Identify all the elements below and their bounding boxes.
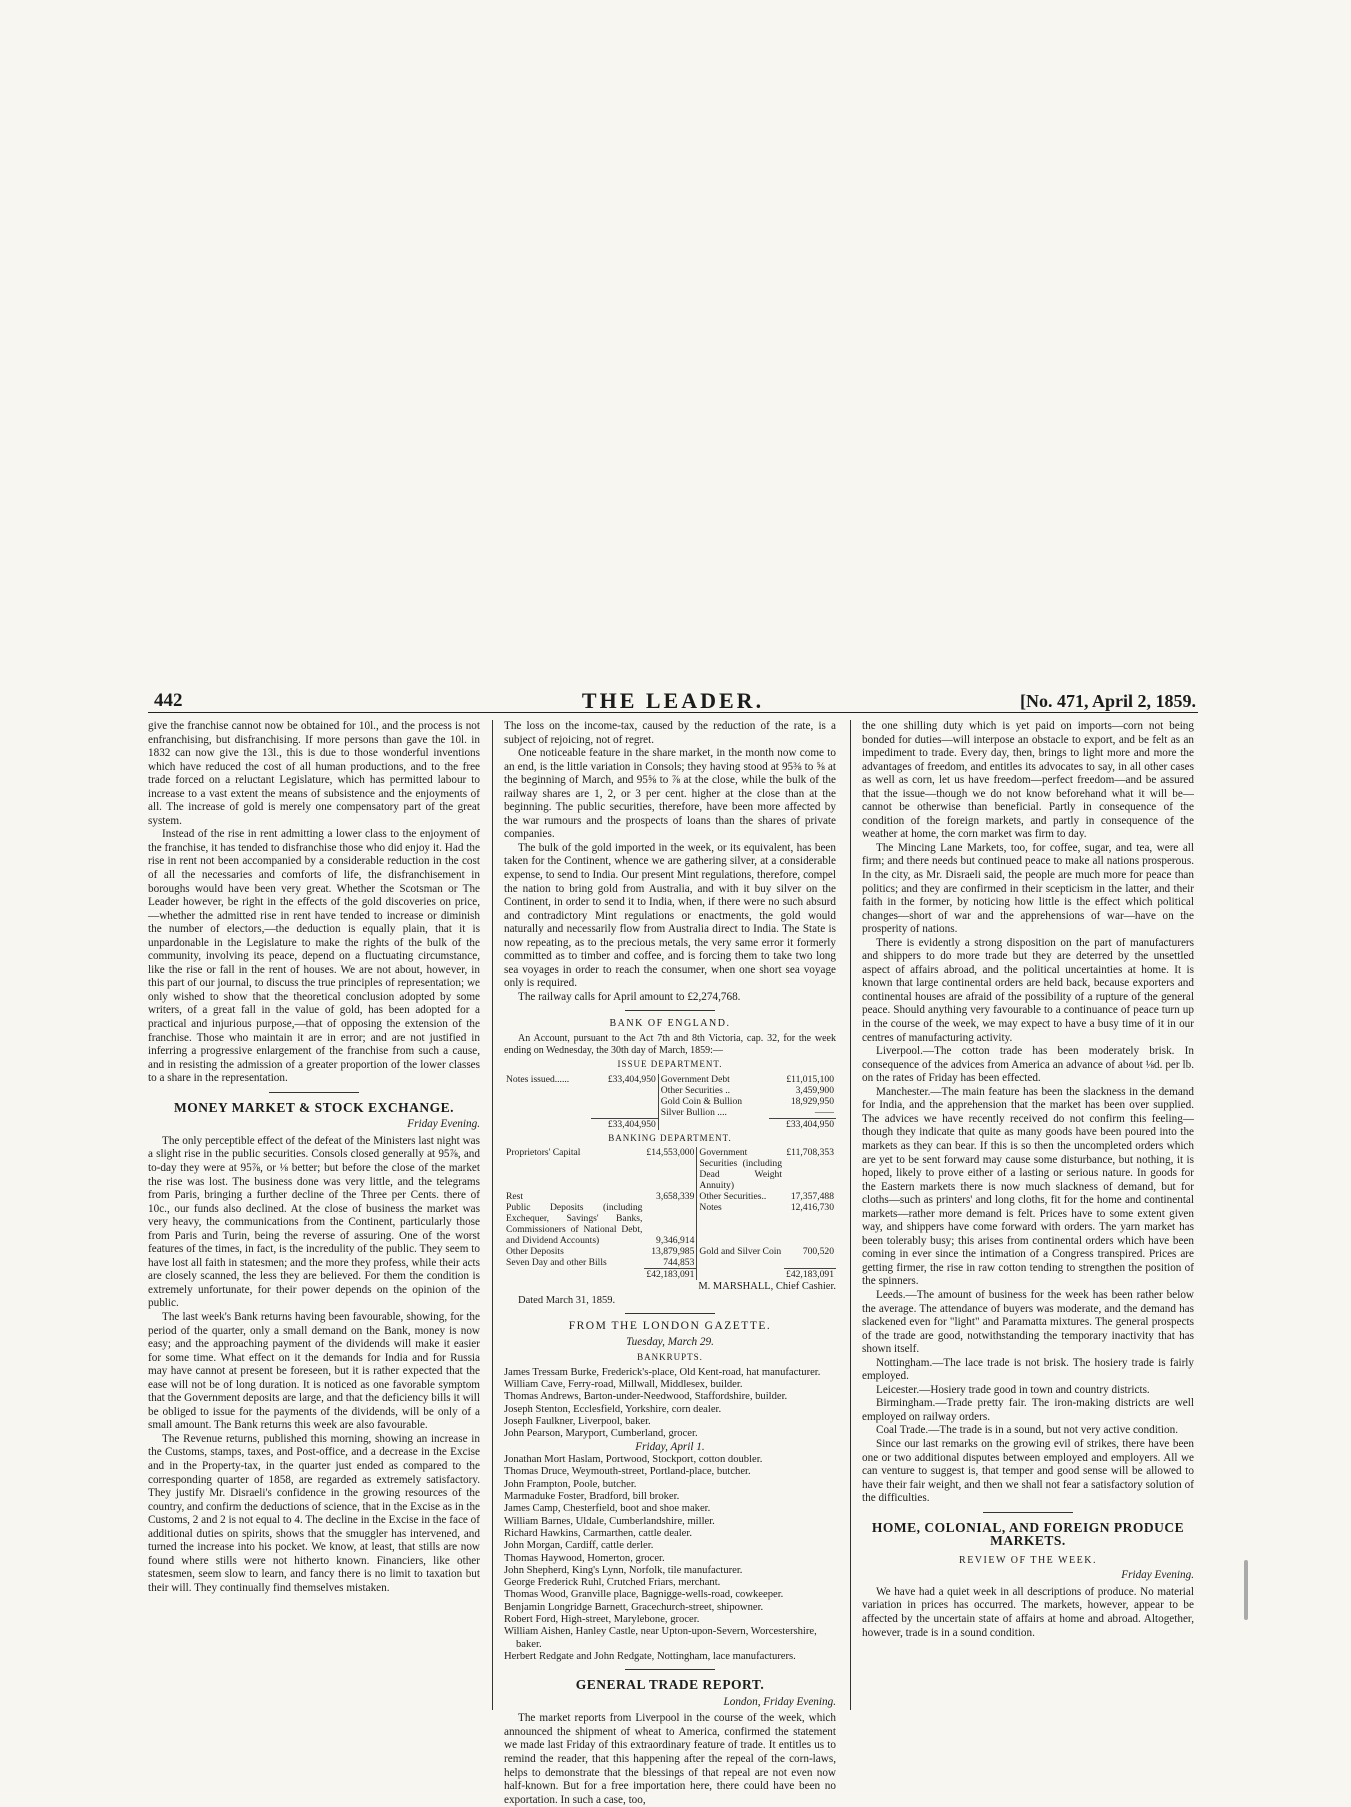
paragraph: The bulk of the gold imported in the week, or its equivalent, has been taken for the Continent, whence we are gathering silver, at a considerable expense, to send to India. Our present Mint regulations, therefore, compel the nation to bring gold from Australia, and with it buy silver on the Continent, in order to send it to India, when, if there were no such absurd and contradictory Mint regulations or enactments, the gold would naturally and necessarily flow from Australia direct to India. The State is now repeating, as to the precious metals, the very same error it formerly committed as to timber and coffee, and is forcing them to take two long sea voyages in order to reach the consumer, when one short sea voyage only is required. (504, 841, 836, 990)
rest-label: Rest (506, 1191, 524, 1203)
gov-debt-label: Government Debt (660, 1073, 730, 1085)
bankrupt-entry: Benjamin Longridge Barnett, Gracechurch-street, shipowner. (504, 1601, 764, 1613)
bankrupts-list-friday (504, 1454, 836, 1663)
page-number: 442 (154, 690, 183, 711)
review-heading: REVIEW OF THE WEEK. (959, 1554, 1097, 1566)
bankrupts-list-tuesday (504, 1367, 836, 1441)
birmingham-report: Birmingham.—Trade pretty fair. The iron-making districts are well employed on railway orders. (862, 1397, 1194, 1423)
bankrupt-entry: Joseph Faulkner, Liverpool, baker. (504, 1416, 651, 1428)
paragraph: Since our last remarks on the growing evil of strikes, there have been one or two additional disputes between employed and employers. All we can venture to suggest is, that temper and good sense will be allowed to have their fair weight, and then we shall not fear a satisfactory solution of the difficulties. (862, 1437, 1194, 1505)
money-market-heading: MONEY MARKET & STOCK EXCHANGE. (174, 1099, 454, 1115)
dated-line: Dated March 31, 1859. (518, 1294, 616, 1306)
bankrupt-entry: Thomas Wood, Granville place, Bagnigge-wells-road, cowkeeper. (504, 1589, 784, 1601)
column-2 (504, 720, 836, 1806)
dateline: London, Friday Evening. (723, 1695, 836, 1708)
bankrupt-entry: Thomas Haywood, Homerton, grocer. (504, 1552, 665, 1564)
bankrupt-entry: Jonathan Mort Haslam, Portwood, Stockport, cotton doubler. (504, 1454, 763, 1466)
seven-day-bills-amount: 744,853 (644, 1257, 696, 1269)
paragraph: There is evidently a strong disposition on the part of manufacturers and shippers to do more trade but they are deterred by the unsettled aspect of affairs abroad, and the political uncertainties at home. It is known that large continental orders are held back, because exporters and continental houses are afraid of the possibility of a rupture of the general peace. Should anything very favourable to a continuance of peace turn up in the course of the week, we may expect to have a busy time of it in our centres of manufacturing activity. (862, 936, 1194, 1044)
gazette-date-friday: Friday, April 1. (635, 1440, 705, 1453)
bankrupt-entry: James Camp, Chesterfield, boot and shoe maker. (504, 1503, 711, 1515)
issue-total-right: £33,404,950 (769, 1118, 836, 1130)
bankrupt-entry: Marmaduke Foster, Bradford, bill broker. (504, 1491, 680, 1503)
banking-department-heading: BANKING DEPARTMENT. (608, 1132, 732, 1143)
gazette-heading: FROM THE LONDON GAZETTE. (568, 1320, 772, 1333)
issue-department-heading: ISSUE DEPARTMENT. (617, 1059, 723, 1070)
paragraph: The Mincing Lane Markets, too, for coffee, sugar, and tea, were all firm; and there needs but continued peace to make all nations prosperous. In the city, as Mr. Disraeli said, the people are much more for peace than politics; and they are confirmed in their scepticism in the latter, and their faith in the former, by noticing how little is the effect which political changes—short of war and the apprehensions of war—have on the prosperity of nations. (862, 841, 1194, 936)
bankrupt-entry: William Aishen, Hanley Castle, near Upton-upon-Severn, Worcestershire, baker. (504, 1626, 817, 1650)
bankrupt-entry: James Tressam Burke, Frederick's-place, Old Kent-road, hat manufacturer. (504, 1366, 821, 1378)
other-securities-label: Other Securities.. (699, 1191, 767, 1203)
gold-coin-amount: 18,929,950 (790, 1095, 834, 1107)
paragraph: One noticeable feature in the share market, in the month now come to an end, is the little variation in Consols; they having stood at 95⅜ to ⅝ at the beginning of March, and 95⅝ to ⅞ at the close, while the bulk of the railway shares are 1, 2, or 3 per cent. higher at the close than at the beginning. The public securities, therefore, have been more affected by the war rumours and the prospects of loans than the shares of private companies. (504, 747, 836, 841)
banking-total-left: £42,183,091 (644, 1269, 696, 1281)
section-divider (625, 1313, 715, 1314)
notes-amount: 12,416,730 (790, 1202, 834, 1214)
chief-cashier: M. MARSHALL, Chief Cashier. (698, 1281, 836, 1293)
proprietors-capital-label: Proprietors' Capital (506, 1147, 581, 1159)
bank-heading: BANK OF ENGLAND. (609, 1018, 731, 1030)
column-rule (492, 720, 493, 1710)
produce-markets-heading: HOME, COLONIAL, AND FOREIGN PRODUCE MARKETS. (871, 1519, 1185, 1549)
paragraph: Instead of the rise in rent admitting a lower class to the enjoyment of the franchise, it has tended to disfranchise those who did enjoy it. Had the rise in rent not been accompanied by a considerable reduction in the cost of all the necessaries and comforts of life, the disfranchisement in boroughs would have been very great. Whether the Scotsman or The Leader however, be right in the effects of the gold discoveries on price, —whether the admitted rise in rent have tended to increase or diminish the number of electors,—the deduction is equally plain, that it is unpardonable in the Legislature to make the rights of the bulk of the community, involving its peace, depend on a fluctuating circumstance, like the rise or fall in the rent of houses. We are not about, however, in this part of our journal, to discuss the true principles of representation; we only wished to show that the theoretical conclusion adopted by some writers, of a great fall in the value of gold, has been adopted for a practical and injurious purpose,—that of opposing the extension of the franchise. Those who maintain it are in error; and are not justified in inferring a progressive enlargement of the franchise from such a cause, and in resisting the admission of a greater proportion of the lower classes to a share in the representation. (148, 828, 480, 1085)
section-divider (625, 1010, 715, 1011)
liverpool-report: Liverpool.—The cotton trade has been moderately brisk. In consequence of the advices from America an advance of about ⅛d. per lb. on the rates of Friday has been effected. (862, 1045, 1194, 1085)
bankrupt-entry: George Frederick Ruhl, Crutched Friars, merchant. (504, 1577, 721, 1589)
column-1 (148, 720, 480, 1710)
masthead-title: THE LEADER. (581, 688, 765, 713)
section-divider (983, 1512, 1073, 1513)
banking-department-table (504, 1147, 836, 1280)
public-deposits-label: Public Deposits (including Exchequer, Savings' Banks, Commissioners of National Debt, and Dividend Accounts) (506, 1202, 643, 1247)
trade-report-heading: GENERAL TRADE REPORT. (575, 1677, 765, 1693)
bankrupt-entry: Herbert Redgate and John Redgate, Nottingham, lace manufacturers. (504, 1650, 796, 1662)
leeds-report: Leeds.—The amount of business for the week has been rather below the average. The attendance of buyers was moderate, and the demand has slackened even for "light" and Paramatta mixtures. The general prospects of the trade are good, notwithstanding the temporary inactivity that has shown itself. (862, 1288, 1194, 1356)
notes-label: Notes (699, 1202, 722, 1214)
paragraph: The loss on the income-tax, caused by the reduction of the rate, is a subject of rejoicing, not of regret. (504, 720, 836, 746)
dateline: Friday Evening. (407, 1118, 480, 1131)
rest-amount: 3,658,339 (644, 1191, 696, 1202)
gold-coin-label: Gold Coin & Bullion (660, 1095, 743, 1107)
page-header (148, 690, 1198, 713)
other-securities-label: Other Securities .. (660, 1084, 731, 1096)
bank-intro: An Account, pursuant to the Act 7th and 8th Victoria, cap. 32, for the week ending on Wednesday, the 30th day of March, 1859:— (504, 1033, 836, 1056)
bankrupt-entry: Richard Hawkins, Carmarthen, cattle dealer. (504, 1527, 692, 1539)
bankrupt-entry: John Frampton, Poole, butcher. (504, 1478, 637, 1490)
bankrupt-entry: William Cave, Ferry-road, Millwall, Middlesex, builder. (504, 1379, 743, 1391)
issue-department-table (504, 1074, 836, 1130)
gov-securities-amount: £11,708,353 (786, 1147, 834, 1159)
paragraph: the one shilling duty which is yet paid on imports—corn not being bonded for duties—will interpose an obstacle to export, and be felt as an impediment to trade. Every day, then, brings to light more and more the advantages of freedom, and entitles its advocates to say, in all other cases as well as corn, let us have freedom—perfect freedom—and be assured that the issue—though we do not know beforehand what it will be—cannot be otherwise than beneficial. Partly in consequence of the condition of the foreign markets, and partly in consequence of the weather at home, the corn market was firm to day. (862, 720, 1194, 841)
section-divider (269, 1092, 359, 1093)
public-deposits-amount: 9,346,914 (644, 1202, 696, 1246)
bankrupt-entry: John Pearson, Maryport, Cumberland, grocer. (504, 1428, 698, 1440)
gold-silver-label: Gold and Silver Coin (699, 1246, 782, 1258)
bankrupt-entry: John Shepherd, King's Lynn, Norfolk, tile manufacturer. (504, 1564, 743, 1576)
bankrupt-entry: Thomas Druce, Weymouth-street, Portland-place, butcher. (504, 1466, 751, 1478)
gazette-date-tuesday: Tuesday, March 29. (626, 1335, 714, 1348)
section-divider (625, 1669, 715, 1670)
other-deposits-label: Other Deposits (506, 1246, 564, 1258)
dateline: Friday Evening. (1121, 1569, 1194, 1582)
bankrupt-entry: William Barnes, Uldale, Cumberlandshire, miller. (504, 1515, 715, 1527)
column-rule (850, 720, 851, 1710)
paragraph: We have had a quiet week in all descriptions of produce. No material variation in prices has occurred. The markets, however, appear to be affected by the uncertain state of affairs at home and abroad. Altogether, however, trade is in a sound condition. (862, 1585, 1194, 1639)
gold-silver-amount: 700,520 (802, 1246, 834, 1258)
notes-issued-amount: £33,404,950 (591, 1074, 659, 1085)
silver-bullion-amount: —— (814, 1106, 834, 1118)
paragraph: The only perceptible effect of the defeat of the Ministers last night was a slight rise in the public securities. Consols closed generally at 95⅞, and to-day they were at 95⅞, or ⅛ better; but before the close of the market the rise was lost. The business done was very little, and the telegrams from Paris, bringing a further decline of the Three per Cents. there of 10c., our funds also declined. At the close of business the market was very heavy, the communications from the Continent, particularly those from Paris and Turin, being the reverse of assuring. One of the worst features of the times, in fact, is the incredulity of the public. They seem to have lost all faith in statesmen; and the more they profess, while their acts are closely scanned, the less they are believed. For them the condition is extremely unfortunate, for their power depends on the opinion of the public. (148, 1134, 480, 1310)
manchester-report: Manchester.—The main feature has been the slackness in the demand for India, and the apprehension that the market has been over supplied. The advices we have recently received do not confirm this feeling—though they indicate that quite as many goods have been poured into the markets as they can bear. If this is so then the uncompleted orders which are yet to be sent forward may cause some disturbance, but nothing, it is hoped, likely to prove either of a lasting or serious nature. In goods for the Eastern markets there is now much slackness of demand, but for cloths—such as printers' and long cloths, fit for the home and continental markets—rather more demand is felt. Prices have to some extent given way, and shippers have come forward with orders. The yarn market has been tolerably busy; this arises from continental orders which have been coming in ever since the intimation of a Congress transpired. Prices are getting firmer, the rise in raw cotton tending to strengthen the position of the spinners. (862, 1085, 1194, 1288)
paragraph: The Revenue returns, published this morning, showing an increase in the Customs, stamps, taxes, and Post-office, and a decrease in the Excise and in the Property-tax, in the quarter just ended as compared to the corresponding quarter of 1858, are regarded as extremely satisfactory. They justify Mr. Disraeli's confidence in the growing resources of the country, and confirm the deductions of science, that in the Excise as in the Customs, 2 and 2 is not equal to 4. The decline in the Excise in the face of additional duties on spirits, shows that the smuggler has intervened, and turned the increase into his pocket. We know, at least, that stills are now found where stills were not hitherto known. Financiers, like other statesmen, seem slow to learn, and fancy there is no limit to taxation but their will. They continually find themselves mistaken. (148, 1432, 480, 1594)
other-securities-amount: 17,357,488 (790, 1191, 834, 1203)
bankrupt-entry: Robert Ford, High-street, Marylebone, grocer. (504, 1614, 700, 1626)
notes-issued-label: Notes issued...... (506, 1073, 570, 1085)
column-3 (862, 720, 1194, 1710)
coal-trade-report: Coal Trade.—The trade is in a sound, but not very active condition. (876, 1424, 1179, 1437)
bankrupt-entry: Joseph Stenton, Ecclesfield, Yorkshire, corn dealer. (504, 1403, 722, 1415)
paragraph: The last week's Bank returns having been favourable, showing, for the period of the quarter, only a small demand on the Bank, money is now easy; and the approaching payment of the dividends will make it easier for some time. What effect on it the demands for India and for Russia may have cannot at present be foreseen, but it is rather expected that the ease will not be of long duration. It is noticed as one favorable symptom that the Government deposits are large, and that the deficiency bills it will be obliged to issue for the payments of the dividends, will be only of a small amount. The Bank returns this week are also favourable. (148, 1310, 480, 1432)
seven-day-bills-label: Seven Day and other Bills (506, 1257, 607, 1269)
nottingham-report: Nottingham.—The lace trade is not brisk. The hosiery trade is fairly employed. (862, 1356, 1194, 1383)
issue-total-left: £33,404,950 (591, 1118, 659, 1130)
page-edge-mark (1244, 1560, 1248, 1620)
leicester-report: Leicester.—Hosiery trade good in town and country districts. (876, 1383, 1150, 1396)
other-deposits-amount: 13,879,985 (644, 1246, 696, 1257)
newspaper-page (148, 688, 1198, 1806)
gov-securities-label: Government Securities (including Dead Weight Annuity) (699, 1147, 783, 1192)
silver-bullion-label: Silver Bullion .... (660, 1106, 727, 1118)
paragraph: The market reports from Liverpool in the course of the week, which announced the shipment of wheat to America, confirmed the statement we made last Friday of this extraordinary feature of trade. It entitles us to remind the reader, that this happening after the repeal of the corn-laws, helps to demonstrate that the blessings of that repeal are not even now half-known. But for a free importation here, there could have been no exportation. In such a case, too, (504, 1712, 836, 1806)
bankrupt-entry: John Morgan, Cardiff, cattle derler. (504, 1540, 654, 1552)
banking-total-right: £42,183,091 (784, 1269, 836, 1281)
paragraph: give the franchise cannot now be obtained for 10l., and the process is not enfranchising, but disfranchising. If more persons than gave the 10l. in 1832 can now give the 13l., this is due to those wonderful inventions which have reduced the cost of all human productions, and to the free trade forced on a reluctant Legislature, which has permitted labour to increase to a vast extent the means of subsistence and the enjoyments of all. The increase of gold is merely one compensatory part of the great system. (148, 720, 480, 827)
other-securities-amount: 3,459,900 (795, 1084, 834, 1096)
paragraph: The railway calls for April amount to £2,274,768. (518, 990, 741, 1003)
gov-debt-amount: £11,015,100 (786, 1073, 834, 1085)
bankrupt-entry: Thomas Andrews, Barton-under-Needwood, Staffordshire, builder. (504, 1391, 788, 1403)
issue-date: [No. 471, April 2, 1859. (1019, 691, 1196, 711)
bankrupts-heading: BANKRUPTS. (637, 1352, 703, 1363)
proprietors-capital-amount: £14,553,000 (644, 1147, 696, 1191)
